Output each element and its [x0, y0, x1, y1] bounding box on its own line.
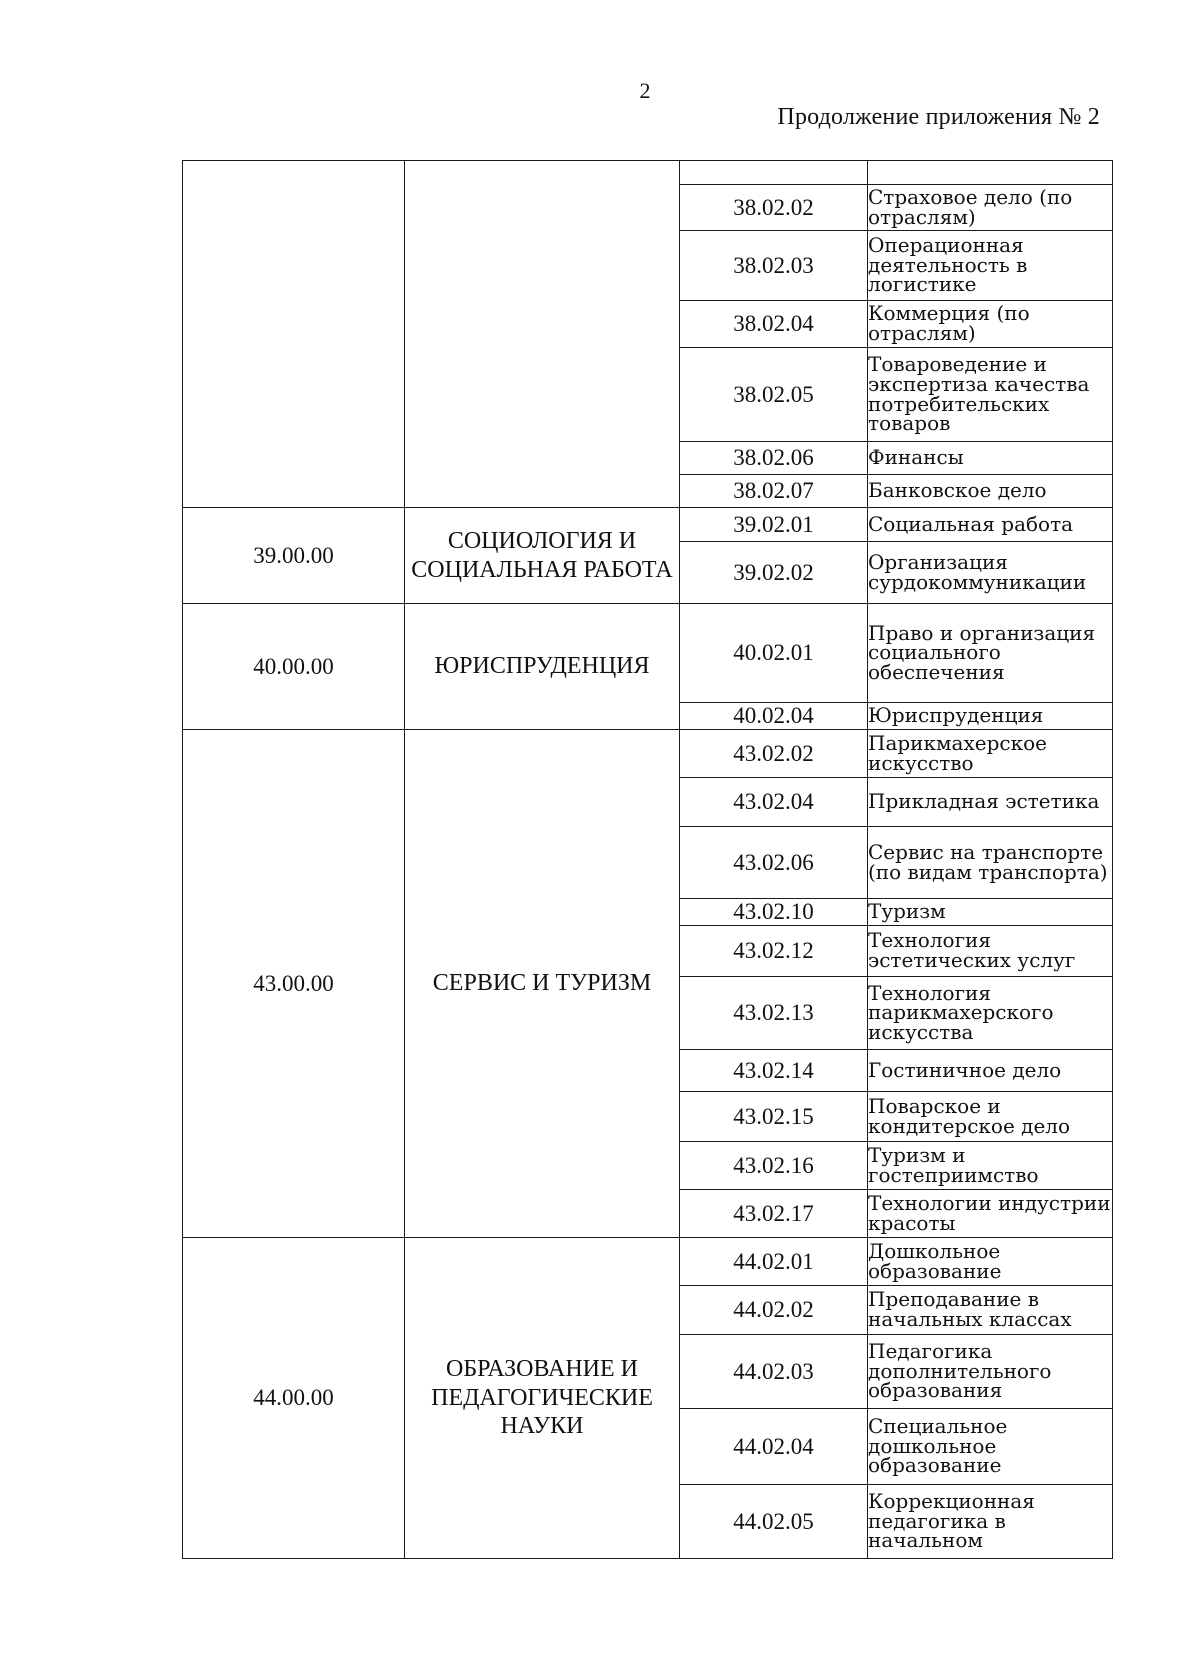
- specialty-name: Технологии индустрии красоты: [868, 1190, 1113, 1238]
- page-number: 2: [639, 78, 651, 103]
- specialty-name: Юриспруденция: [868, 703, 1113, 730]
- table-row: [183, 161, 1113, 185]
- specialty-code: 39.02.02: [680, 542, 868, 604]
- specialty-code: 38.02.02: [680, 185, 868, 231]
- specialty-name: Дошкольное образование: [868, 1238, 1113, 1286]
- specialty-code: 43.02.16: [680, 1142, 868, 1190]
- specialty-name: Право и организация социального обеспечения: [868, 604, 1113, 703]
- specialty-name: Финансы: [868, 442, 1113, 475]
- group-code-cell: 44.00.00: [183, 1238, 405, 1559]
- specialty-name: Прикладная эстетика: [868, 778, 1113, 827]
- group-name-cell: СЕРВИС И ТУРИЗМ: [405, 730, 680, 1238]
- specialties-table: [182, 160, 1113, 1559]
- group-code-cell: 43.00.00: [183, 730, 405, 1238]
- specialty-name: Технология парикмахерского искусства: [868, 977, 1113, 1050]
- specialty-name: [868, 161, 1113, 185]
- specialty-name: Технология эстетических услуг: [868, 926, 1113, 977]
- specialty-name: Преподавание в начальных классах: [868, 1286, 1113, 1335]
- specialty-name: Гостиничное дело: [868, 1050, 1113, 1092]
- specialty-name: Страховое дело (по отраслям): [868, 185, 1113, 231]
- table-row: [183, 730, 1113, 778]
- specialty-code: 44.02.05: [680, 1485, 868, 1559]
- specialty-code: 38.02.07: [680, 475, 868, 508]
- specialty-code: 43.02.12: [680, 926, 868, 977]
- specialty-code: 40.02.01: [680, 604, 868, 703]
- specialty-name: Коммерция (по отраслям): [868, 301, 1113, 348]
- group-code-cell: 40.00.00: [183, 604, 405, 730]
- appendix-caption: Продолжение приложения № 2: [777, 104, 1100, 130]
- group-name-cell: [405, 161, 680, 508]
- table-row: [183, 508, 1113, 542]
- specialty-name: Товароведение и экспертиза качества потребительских товаров: [868, 348, 1113, 442]
- specialty-code: 44.02.04: [680, 1409, 868, 1485]
- specialty-code: 44.02.01: [680, 1238, 868, 1286]
- group-name-cell: ОБРАЗОВАНИЕ И ПЕДАГОГИЧЕСКИЕ НАУКИ: [405, 1238, 680, 1559]
- specialty-name: Парикмахерское искусство: [868, 730, 1113, 778]
- specialty-name: Поварское и кондитерское дело: [868, 1092, 1113, 1142]
- specialty-code: 44.02.02: [680, 1286, 868, 1335]
- specialty-name: Социальная работа: [868, 508, 1113, 542]
- specialty-name: Операционная деятельность в логистике: [868, 231, 1113, 301]
- specialty-code: 43.02.17: [680, 1190, 868, 1238]
- specialty-name: Туризм и гостеприимство: [868, 1142, 1113, 1190]
- specialty-code: 38.02.06: [680, 442, 868, 475]
- specialty-name: Банковское дело: [868, 475, 1113, 508]
- specialty-code: 43.02.10: [680, 899, 868, 926]
- group-code-cell: [183, 161, 405, 508]
- specialty-name: Педагогика дополнительного образования: [868, 1335, 1113, 1409]
- table-row: [183, 604, 1113, 703]
- specialty-code: 43.02.14: [680, 1050, 868, 1092]
- specialty-name: Организация сурдокоммуникации: [868, 542, 1113, 604]
- specialty-name: Туризм: [868, 899, 1113, 926]
- specialty-code: 43.02.13: [680, 977, 868, 1050]
- specialty-name: Коррекционная педагогика в начальном: [868, 1485, 1113, 1559]
- specialty-code: 43.02.02: [680, 730, 868, 778]
- group-code-cell: 39.00.00: [183, 508, 405, 604]
- specialty-code: [680, 161, 868, 185]
- specialty-name: Сервис на транспорте (по видам транспорта): [868, 827, 1113, 899]
- specialty-code: 43.02.04: [680, 778, 868, 827]
- table-row: [183, 1238, 1113, 1286]
- specialty-name: Специальное дошкольное образование: [868, 1409, 1113, 1485]
- specialty-code: 44.02.03: [680, 1335, 868, 1409]
- specialty-code: 39.02.01: [680, 508, 868, 542]
- specialty-code: 43.02.06: [680, 827, 868, 899]
- specialty-code: 40.02.04: [680, 703, 868, 730]
- specialty-code: 38.02.03: [680, 231, 868, 301]
- group-name-cell: ЮРИСПРУДЕНЦИЯ: [405, 604, 680, 730]
- group-name-cell: СОЦИОЛОГИЯ И СОЦИАЛЬНАЯ РАБОТА: [405, 508, 680, 604]
- specialty-code: 38.02.05: [680, 348, 868, 442]
- specialty-code: 43.02.15: [680, 1092, 868, 1142]
- specialty-code: 38.02.04: [680, 301, 868, 348]
